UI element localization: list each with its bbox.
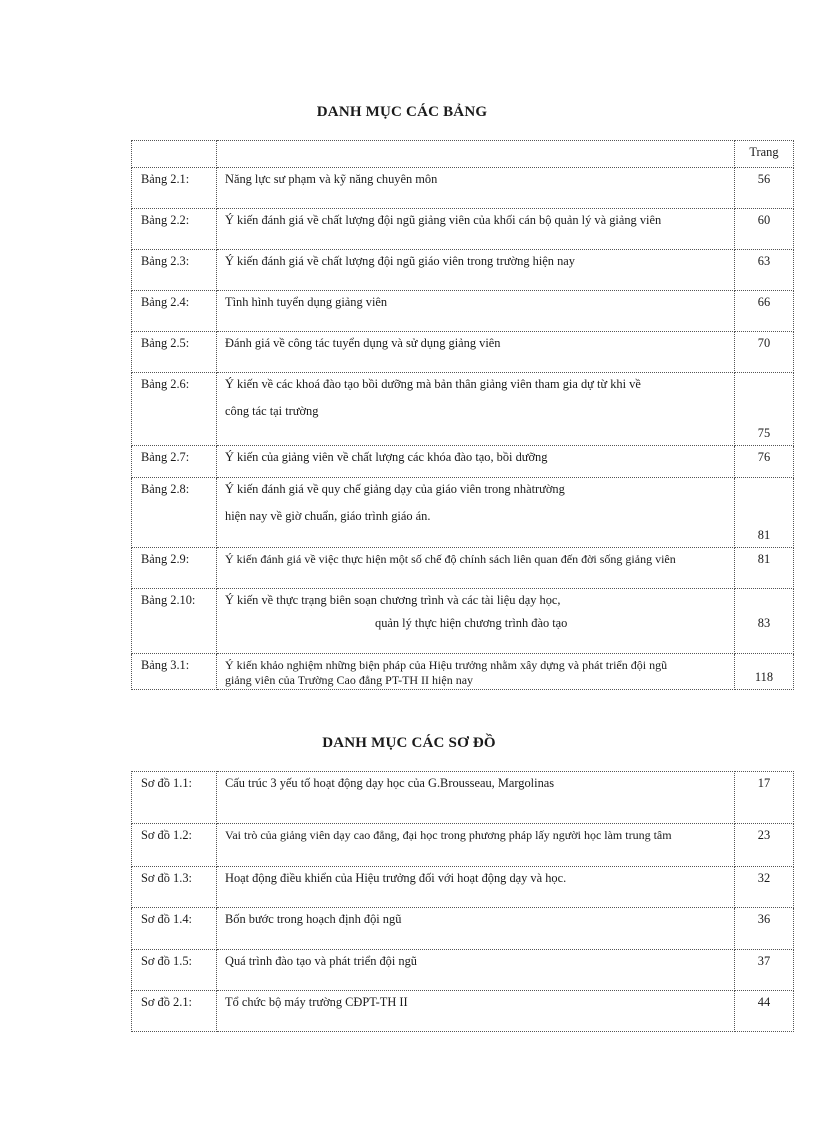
table-row — [132, 654, 794, 690]
table-row — [132, 373, 794, 446]
table-row — [132, 548, 794, 589]
table-label: Bảng 2.2: — [132, 209, 217, 250]
table-row — [132, 291, 794, 332]
diagram-page: 32 — [735, 867, 794, 908]
table-row — [132, 209, 794, 250]
table-header-row — [132, 141, 794, 168]
diagram-label: Sơ đồ 2.1: — [132, 991, 217, 1032]
table-page: 66 — [735, 291, 794, 332]
diagram-page: 44 — [735, 991, 794, 1032]
diagram-label: Sơ đồ 1.3: — [132, 867, 217, 908]
table-label: Bảng 3.1: — [132, 654, 217, 690]
table-title-continued: công tác tại trường — [225, 404, 319, 418]
table-label: Bảng 2.7: — [132, 446, 217, 478]
table-row — [132, 332, 794, 373]
diagram-row — [132, 824, 794, 867]
table-title-continued: hiện nay về giờ chuẩn, giáo trình giáo án. — [225, 509, 431, 523]
table-title: Ý kiến về thực trạng biên soạn chương trình và các tài liệu dạy học, — [225, 593, 561, 607]
table-label: Bảng 2.6: — [132, 373, 217, 446]
table-title: Ý kiến đánh giá về việc thực hiện một số chế độ chính sách liên quan đến đời sống giảng viên — [217, 548, 735, 589]
table-label: Bảng 2.1: — [132, 168, 217, 209]
table-page: 81 — [735, 478, 794, 548]
table-label: Bảng 2.10: — [132, 589, 217, 654]
table-label: Bảng 2.5: — [132, 332, 217, 373]
diagram-title: Hoạt động điều khiển của Hiệu trưởng đối với hoạt động dạy và học. — [217, 867, 735, 908]
table-row — [132, 589, 794, 654]
table-label: Bảng 2.4: — [132, 291, 217, 332]
table-label: Bảng 2.9: — [132, 548, 217, 589]
diagram-row — [132, 772, 794, 824]
diagram-row — [132, 950, 794, 991]
diagram-title: Quá trình đào tạo và phát triển đội ngũ — [217, 950, 735, 991]
table-title: Ý kiến đánh giá về chất lượng đội ngũ giáo viên trong trường hiện nay — [217, 250, 735, 291]
table-title: Ý kiến đánh giá về quy chế giảng dạy của giáo viên trong nhàtrường — [225, 482, 565, 496]
table-page: 63 — [735, 250, 794, 291]
table-row — [132, 478, 794, 548]
table-page: 76 — [735, 446, 794, 478]
diagram-title: Vai trò của giảng viên dạy cao đẳng, đại học trong phương pháp lấy người học làm trung tâm — [217, 824, 735, 867]
table-page: 118 — [735, 654, 794, 690]
diagram-row — [132, 867, 794, 908]
table-row — [132, 250, 794, 291]
diagram-page: 17 — [735, 772, 794, 824]
table-page: 81 — [735, 548, 794, 589]
diagram-page: 37 — [735, 950, 794, 991]
diagrams-list-heading: DANH MỤC CÁC SƠ ĐỒ — [322, 735, 496, 751]
diagram-row — [132, 908, 794, 950]
table-title: Ý kiến khảo nghiệm những biện pháp của Hiệu trưởng nhằm xây dựng và phát triển đội ngũ — [225, 658, 668, 672]
diagrams-list — [131, 771, 794, 1032]
table-row — [132, 446, 794, 478]
table-title-continued: giảng viên của Trường Cao đẳng PT-TH II hiện nay — [225, 673, 474, 687]
table-page: 70 — [735, 332, 794, 373]
page-column-header: Trang — [735, 141, 794, 168]
diagram-title: Tổ chức bộ máy trường CĐPT-TH II — [217, 991, 735, 1032]
diagram-title: Bốn bước trong hoạch định đội ngũ — [217, 908, 735, 950]
table-title-continued: quản lý thực hiện chương trình đào tạo — [375, 616, 568, 630]
table-title: Tình hình tuyển dụng giảng viên — [217, 291, 735, 332]
diagram-label: Sơ đồ 1.1: — [132, 772, 217, 824]
diagram-page: 23 — [735, 824, 794, 867]
table-row — [132, 168, 794, 209]
table-label: Bảng 2.3: — [132, 250, 217, 291]
diagram-page: 36 — [735, 908, 794, 950]
diagram-title: Cấu trúc 3 yếu tố hoạt động dạy học của G.Brousseau, Margolinas — [217, 772, 735, 824]
diagram-label: Sơ đồ 1.5: — [132, 950, 217, 991]
table-page: 83 — [735, 589, 794, 654]
diagram-label: Sơ đồ 1.2: — [132, 824, 217, 867]
table-title: Đánh giá về công tác tuyển dụng và sử dụng giảng viên — [217, 332, 735, 373]
table-label: Bảng 2.8: — [132, 478, 217, 548]
diagram-row — [132, 991, 794, 1032]
table-title: Ý kiến của giảng viên về chất lượng các khóa đào tạo, bồi dưỡng — [217, 446, 735, 478]
tables-list-heading: DANH MỤC CÁC BẢNG — [316, 104, 488, 120]
table-page: 60 — [735, 209, 794, 250]
table-page: 56 — [735, 168, 794, 209]
table-title: Ý kiến đánh giá về chất lượng đội ngũ giảng viên của khối cán bộ quản lý và giảng viên — [217, 209, 735, 250]
table-title: Ý kiến về các khoá đào tạo bồi dưỡng mà bản thân giảng viên tham gia dự từ khi về — [225, 377, 641, 391]
table-page: 75 — [735, 373, 794, 446]
table-title: Năng lực sư phạm và kỹ năng chuyên môn — [217, 168, 735, 209]
tables-list — [131, 140, 794, 690]
diagram-label: Sơ đồ 1.4: — [132, 908, 217, 950]
